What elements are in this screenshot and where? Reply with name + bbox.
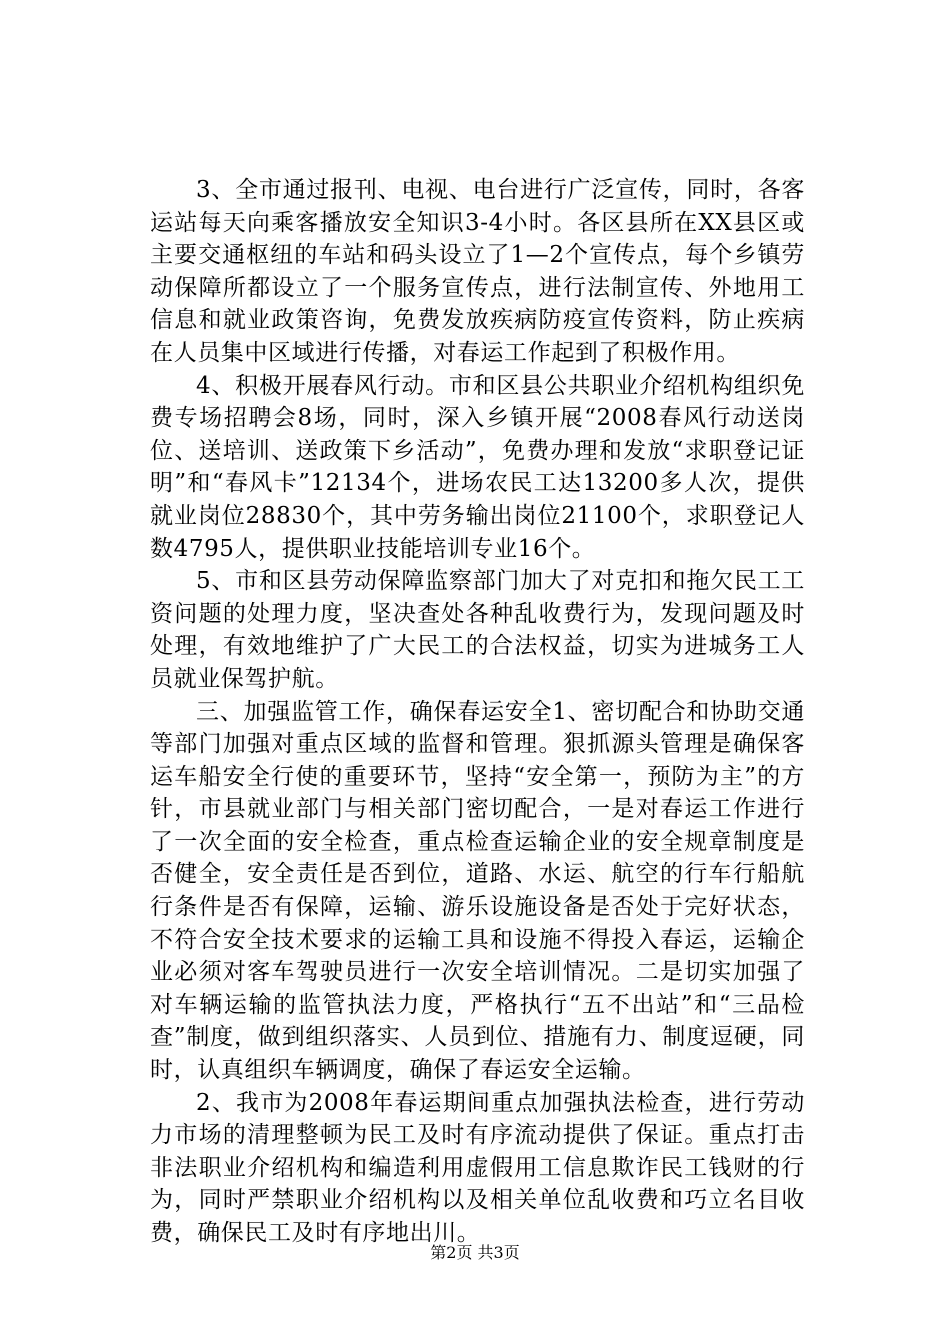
paragraph-publicity: 3、全市通过报刊、电视、电台进行广泛宣传，同时，各客运站每天向乘客播放安全知识3-4小时。各区县所在XX县区或主要交通枢纽的车站和码头设立了1—2个宣传点，每个乡镇劳动保障所都设立了一个服务宣传点，进行法制宣传、外地用工信息和就业政策咨询，免费发放疾病防疫宣传资料，防止疾病在人员集中区域进行传播，对春运工作起到了积极作用。 — [150, 177, 805, 366]
paragraph-law-enforcement: 2、我市为2008年春运期间重点加强执法检查，进行劳动力市场的清理整顿为民工及时有序流动提供了保证。重点打击非法职业介绍机构和编造利用虚假用工信息欺诈民工钱财的行为，同时严禁职业介绍机构以及相关单位乱收费和巧立名目收费，确保民工及时有序地出川。 — [150, 1089, 805, 1246]
paragraph-labor-supervision: 5、市和区县劳动保障监察部门加大了对克扣和拖欠民工工资问题的处理力度，坚决查处各种乱收费行为，发现问题及时处理，有效地维护了广大民工的合法权益，切实为进城务工人员就业保驾护航。 — [150, 568, 805, 692]
page-number-footer: 第2页 共3页 — [430, 1243, 520, 1262]
document-body — [150, 174, 805, 1250]
paragraph-safety-supervision: 三、加强监管工作，确保春运安全1、密切配合和协助交通等部门加强对重点区域的监督和管理。狠抓源头管理是确保客运车船安全行使的重要环节，坚持“安全第一，预防为主”的方针，市县就业部门与相关部门密切配合，一是对春运工作进行了一次全面的安全检查，重点检查运输企业的安全规章制度是否健全，安全责任是否到位，道路、水运、航空的行车行船航行条件是否有保障，运输、游乐设施设备是否处于完好状态，不符合安全技术要求的运输工具和设施不得投入春运，运输企业必须对客车驾驶员进行一次安全培训情况。二是切实加强了对车辆运输的监管执法力度，严格执行“五不出站”和“三品检查”制度，做到组织落实、人员到位、措施有力、制度逗硬，同时，认真组织车辆调度，确保了春运安全运输。 — [150, 698, 805, 1084]
paragraph-spring-wind-action: 4、积极开展春风行动。市和区县公共职业介绍机构组织免费专场招聘会8场，同时，深入乡镇开展“2008春风行动送岗位、送培训、送政策下乡活动”，免费办理和发放“求职登记证明”和“春风卡”12134个，进场农民工达13200多人次，提供就业岗位28830个，其中劳务输出岗位21100个，求职登记人数4795人，提供职业技能培训专业16个。 — [150, 372, 805, 562]
